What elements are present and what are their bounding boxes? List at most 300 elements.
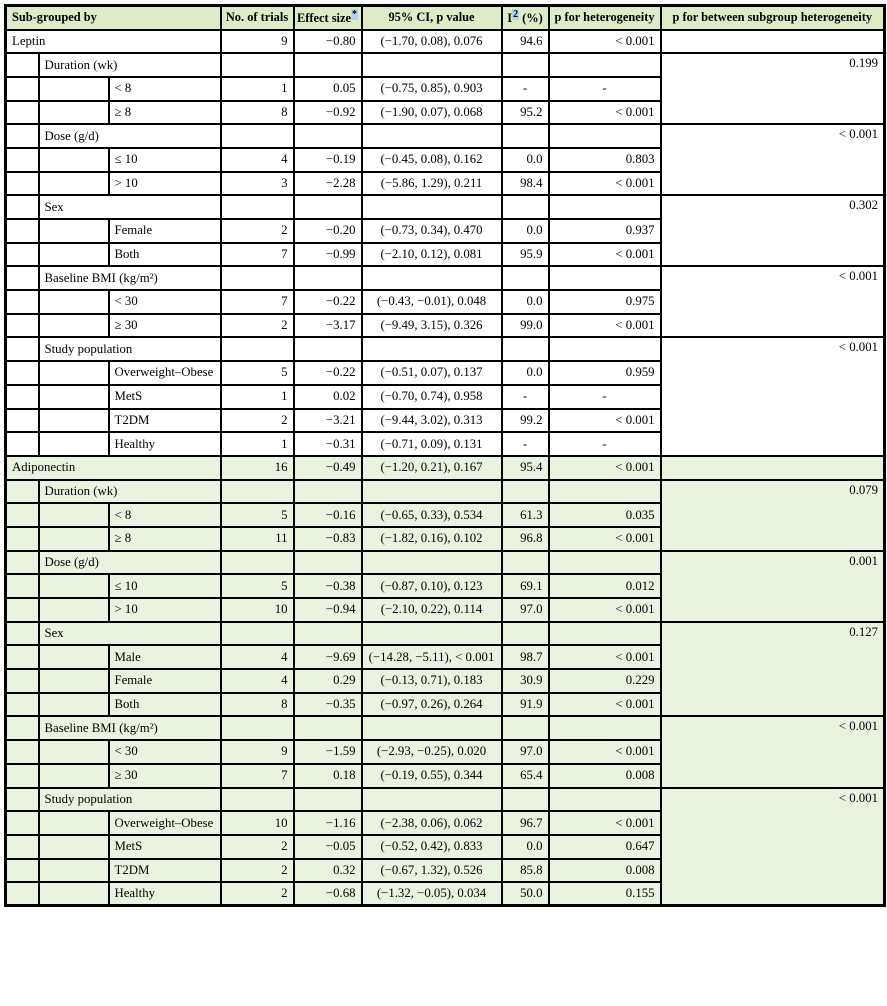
cell-no-of-trials: 1: [221, 432, 294, 456]
cell-p-between-subgroup: < 0.001: [661, 788, 885, 906]
indent-cell: [6, 361, 39, 385]
cell-effect-size: −0.22: [294, 290, 362, 314]
cell-p-between-subgroup: [661, 456, 885, 480]
cell-subgroup-label: < 30: [109, 290, 221, 314]
cell-effect-size: −0.20: [294, 219, 362, 243]
indent-cell: [39, 148, 109, 172]
cell-subgroup-label: Overweight–Obese: [109, 811, 221, 835]
indent-cell: [39, 764, 109, 788]
cell-i2: 97.0: [502, 598, 549, 622]
cell-no-of-trials: 2: [221, 882, 294, 906]
cell-effect-size: −0.83: [294, 527, 362, 551]
cell-effect-size: [294, 622, 362, 646]
subgroup-category-row: [6, 337, 885, 361]
cell-i2: [502, 124, 549, 148]
subgroup-category-row: [6, 195, 885, 219]
cell-p-heterogeneity: [549, 337, 661, 361]
indent-cell: [6, 124, 39, 148]
indent-cell: [6, 195, 39, 219]
cell-i2: 50.0: [502, 882, 549, 906]
cell-i2: [502, 195, 549, 219]
cell-ci-p-value: (−0.97, 0.26), 0.264: [362, 693, 502, 717]
cell-subgroup-label: Overweight–Obese: [109, 361, 221, 385]
cell-no-of-trials: 2: [221, 409, 294, 433]
indent-cell: [6, 480, 39, 504]
cell-ci-p-value: (−14.28, −5.11), < 0.001: [362, 645, 502, 669]
indent-cell: [39, 503, 109, 527]
cell-p-heterogeneity: [549, 195, 661, 219]
cell-effect-size: [294, 53, 362, 77]
cell-effect-size: [294, 480, 362, 504]
cell-no-of-trials: 7: [221, 764, 294, 788]
cell-effect-size: −0.19: [294, 148, 362, 172]
indent-cell: [6, 811, 39, 835]
cell-no-of-trials: 5: [221, 503, 294, 527]
indent-cell: [39, 574, 109, 598]
subgroup-category-row: [6, 480, 885, 504]
cell-i2: 91.9: [502, 693, 549, 717]
indent-cell: [6, 859, 39, 883]
indent-cell: [6, 314, 39, 338]
cell-no-of-trials: 1: [221, 385, 294, 409]
cell-ci-p-value: (−2.38, 0.06), 0.062: [362, 811, 502, 835]
indent-cell: [6, 645, 39, 669]
cell-no-of-trials: [221, 266, 294, 290]
cell-effect-size: −0.80: [294, 30, 362, 54]
cell-no-of-trials: 2: [221, 314, 294, 338]
indent-cell: [6, 243, 39, 267]
cell-p-heterogeneity: 0.008: [549, 859, 661, 883]
cell-no-of-trials: 5: [221, 361, 294, 385]
indent-cell: [39, 314, 109, 338]
cell-ci-p-value: (−2.10, 0.12), 0.081: [362, 243, 502, 267]
cell-subgroup-label: Female: [109, 219, 221, 243]
subgroup-category-row: [6, 788, 885, 812]
cell-p-heterogeneity: < 0.001: [549, 527, 661, 551]
cell-subgroup-label: < 30: [109, 740, 221, 764]
cell-no-of-trials: [221, 53, 294, 77]
indent-cell: [39, 290, 109, 314]
cell-no-of-trials: 16: [221, 456, 294, 480]
cell-subgroup-category: Dose (g/d): [39, 551, 221, 575]
cell-p-heterogeneity: 0.155: [549, 882, 661, 906]
cell-no-of-trials: [221, 716, 294, 740]
indent-cell: [6, 385, 39, 409]
cell-i2: 0.0: [502, 835, 549, 859]
cell-p-heterogeneity: -: [549, 432, 661, 456]
cell-subgroup-category: Study population: [39, 337, 221, 361]
cell-subgroup-label: ≥ 8: [109, 527, 221, 551]
cell-subgroup-category: Baseline BMI (kg/m²): [39, 716, 221, 740]
cell-no-of-trials: 1: [221, 77, 294, 101]
cell-effect-size: −3.21: [294, 409, 362, 433]
cell-i2: 0.0: [502, 290, 549, 314]
cell-ci-p-value: (−0.13, 0.71), 0.183: [362, 669, 502, 693]
cell-effect-size: [294, 716, 362, 740]
table-body: [6, 30, 885, 906]
indent-cell: [39, 740, 109, 764]
indent-cell: [6, 669, 39, 693]
indent-cell: [39, 882, 109, 906]
cell-subgroup-label: ≤ 10: [109, 574, 221, 598]
cell-ci-p-value: (−2.93, −0.25), 0.020: [362, 740, 502, 764]
indent-cell: [39, 645, 109, 669]
cell-no-of-trials: 2: [221, 835, 294, 859]
cell-p-heterogeneity: < 0.001: [549, 645, 661, 669]
cell-no-of-trials: 8: [221, 101, 294, 125]
i2-percent-label: (%): [522, 11, 543, 26]
col-header-p-between-subgroup: p for between subgroup heterogeneity: [661, 6, 885, 30]
cell-subgroup-label: Healthy: [109, 882, 221, 906]
cell-i2: [502, 53, 549, 77]
cell-ci-p-value: (−0.43, −0.01), 0.048: [362, 290, 502, 314]
cell-subgroup-label: > 10: [109, 598, 221, 622]
cell-no-of-trials: 11: [221, 527, 294, 551]
cell-no-of-trials: 10: [221, 598, 294, 622]
cell-p-heterogeneity: 0.008: [549, 764, 661, 788]
cell-ci-p-value: (−0.51, 0.07), 0.137: [362, 361, 502, 385]
i2-superscript-marker: 2: [513, 9, 519, 21]
indent-cell: [6, 148, 39, 172]
indent-cell: [6, 53, 39, 77]
cell-p-heterogeneity: 0.647: [549, 835, 661, 859]
cell-biomarker-name: Adiponectin: [6, 456, 221, 480]
cell-subgroup-label: ≥ 30: [109, 314, 221, 338]
cell-no-of-trials: [221, 480, 294, 504]
cell-biomarker-name: Leptin: [6, 30, 221, 54]
cell-effect-size: 0.18: [294, 764, 362, 788]
cell-i2: 85.8: [502, 859, 549, 883]
cell-p-between-subgroup: < 0.001: [661, 266, 885, 337]
cell-i2: 96.7: [502, 811, 549, 835]
cell-ci-p-value: (−0.75, 0.85), 0.903: [362, 77, 502, 101]
effect-size-label: Effect size: [297, 11, 352, 26]
cell-i2: 99.2: [502, 409, 549, 433]
cell-no-of-trials: [221, 551, 294, 575]
indent-cell: [6, 337, 39, 361]
indent-cell: [6, 77, 39, 101]
cell-ci-p-value: (−0.70, 0.74), 0.958: [362, 385, 502, 409]
indent-cell: [6, 101, 39, 125]
cell-no-of-trials: 2: [221, 219, 294, 243]
cell-effect-size: [294, 337, 362, 361]
subgroup-category-row: [6, 551, 885, 575]
indent-cell: [6, 219, 39, 243]
indent-cell: [39, 409, 109, 433]
cell-p-heterogeneity: -: [549, 385, 661, 409]
cell-no-of-trials: 4: [221, 148, 294, 172]
cell-ci-p-value: (−0.67, 1.32), 0.526: [362, 859, 502, 883]
cell-p-heterogeneity: 0.803: [549, 148, 661, 172]
cell-i2: 97.0: [502, 740, 549, 764]
cell-p-heterogeneity: [549, 622, 661, 646]
cell-subgroup-category: Dose (g/d): [39, 124, 221, 148]
cell-effect-size: −0.49: [294, 456, 362, 480]
cell-effect-size: −1.16: [294, 811, 362, 835]
cell-subgroup-label: ≤ 10: [109, 148, 221, 172]
cell-no-of-trials: 9: [221, 740, 294, 764]
cell-effect-size: [294, 124, 362, 148]
cell-no-of-trials: 8: [221, 693, 294, 717]
cell-i2: 0.0: [502, 361, 549, 385]
cell-i2: [502, 788, 549, 812]
cell-ci-p-value: (−5.86, 1.29), 0.211: [362, 172, 502, 196]
indent-cell: [6, 740, 39, 764]
cell-ci-p-value: [362, 551, 502, 575]
indent-cell: [6, 764, 39, 788]
cell-subgroup-label: Healthy: [109, 432, 221, 456]
cell-i2: 95.9: [502, 243, 549, 267]
cell-p-between-subgroup: 0.127: [661, 622, 885, 717]
cell-i2: 65.4: [502, 764, 549, 788]
cell-subgroup-label: ≥ 8: [109, 101, 221, 125]
i2-label: I: [507, 11, 513, 26]
section-row: [6, 30, 885, 54]
cell-subgroup-category: Study population: [39, 788, 221, 812]
indent-cell: [39, 432, 109, 456]
cell-i2: 99.0: [502, 314, 549, 338]
cell-ci-p-value: (−1.20, 0.21), 0.167: [362, 456, 502, 480]
cell-i2: 0.0: [502, 219, 549, 243]
cell-ci-p-value: (−0.65, 0.33), 0.534: [362, 503, 502, 527]
cell-subgroup-category: Sex: [39, 622, 221, 646]
cell-i2: 95.4: [502, 456, 549, 480]
cell-subgroup-label: < 8: [109, 503, 221, 527]
cell-effect-size: −0.68: [294, 882, 362, 906]
indent-cell: [6, 622, 39, 646]
cell-subgroup-category: Baseline BMI (kg/m²): [39, 266, 221, 290]
cell-p-heterogeneity: < 0.001: [549, 314, 661, 338]
cell-p-heterogeneity: < 0.001: [549, 172, 661, 196]
cell-subgroup-label: T2DM: [109, 409, 221, 433]
cell-i2: 95.2: [502, 101, 549, 125]
cell-effect-size: −0.92: [294, 101, 362, 125]
col-header-subgrouped-by: Sub-grouped by: [6, 6, 221, 30]
cell-subgroup-label: MetS: [109, 835, 221, 859]
cell-p-between-subgroup: 0.001: [661, 551, 885, 622]
cell-ci-p-value: (−1.82, 0.16), 0.102: [362, 527, 502, 551]
col-header-p-heterogeneity: p for heterogeneity: [549, 6, 661, 30]
cell-subgroup-label: > 10: [109, 172, 221, 196]
cell-ci-p-value: (−2.10, 0.22), 0.114: [362, 598, 502, 622]
effect-size-footnote-marker: *: [352, 9, 358, 21]
cell-p-between-subgroup: 0.079: [661, 480, 885, 551]
indent-cell: [6, 835, 39, 859]
cell-no-of-trials: 4: [221, 645, 294, 669]
cell-effect-size: 0.29: [294, 669, 362, 693]
cell-ci-p-value: (−0.73, 0.34), 0.470: [362, 219, 502, 243]
subgroup-category-row: [6, 53, 885, 77]
indent-cell: [39, 77, 109, 101]
indent-cell: [6, 574, 39, 598]
indent-cell: [39, 527, 109, 551]
cell-no-of-trials: 7: [221, 290, 294, 314]
subgroup-category-row: [6, 124, 885, 148]
cell-ci-p-value: (−9.44, 3.02), 0.313: [362, 409, 502, 433]
cell-effect-size: −2.28: [294, 172, 362, 196]
cell-i2: -: [502, 77, 549, 101]
cell-i2: 98.4: [502, 172, 549, 196]
cell-subgroup-label: Male: [109, 645, 221, 669]
indent-cell: [6, 527, 39, 551]
cell-p-heterogeneity: 0.959: [549, 361, 661, 385]
cell-i2: 94.6: [502, 30, 549, 54]
indent-cell: [39, 361, 109, 385]
cell-ci-p-value: [362, 53, 502, 77]
cell-effect-size: −0.31: [294, 432, 362, 456]
cell-i2: 98.7: [502, 645, 549, 669]
cell-no-of-trials: 3: [221, 172, 294, 196]
cell-p-heterogeneity: 0.035: [549, 503, 661, 527]
indent-cell: [6, 409, 39, 433]
cell-i2: [502, 622, 549, 646]
subgroup-category-row: [6, 716, 885, 740]
cell-no-of-trials: 5: [221, 574, 294, 598]
cell-subgroup-label: Both: [109, 243, 221, 267]
cell-i2: [502, 337, 549, 361]
cell-p-heterogeneity: < 0.001: [549, 598, 661, 622]
cell-subgroup-label: < 8: [109, 77, 221, 101]
cell-p-heterogeneity: [549, 480, 661, 504]
cell-p-heterogeneity: < 0.001: [549, 243, 661, 267]
cell-subgroup-category: Duration (wk): [39, 480, 221, 504]
cell-ci-p-value: [362, 716, 502, 740]
cell-p-heterogeneity: < 0.001: [549, 409, 661, 433]
cell-i2: 96.8: [502, 527, 549, 551]
cell-i2: [502, 716, 549, 740]
table-header: [6, 6, 885, 30]
indent-cell: [39, 243, 109, 267]
cell-p-between-subgroup: [661, 30, 885, 54]
cell-no-of-trials: [221, 622, 294, 646]
cell-effect-size: −9.69: [294, 645, 362, 669]
indent-cell: [39, 669, 109, 693]
cell-p-heterogeneity: 0.229: [549, 669, 661, 693]
cell-p-heterogeneity: < 0.001: [549, 811, 661, 835]
indent-cell: [39, 101, 109, 125]
cell-i2: [502, 266, 549, 290]
indent-cell: [6, 551, 39, 575]
cell-effect-size: −0.38: [294, 574, 362, 598]
header-row: [6, 6, 885, 30]
col-header-no-of-trials: No. of trials: [221, 6, 294, 30]
cell-ci-p-value: (−0.71, 0.09), 0.131: [362, 432, 502, 456]
cell-p-heterogeneity: < 0.001: [549, 693, 661, 717]
indent-cell: [6, 432, 39, 456]
cell-subgroup-label: T2DM: [109, 859, 221, 883]
cell-effect-size: [294, 266, 362, 290]
cell-subgroup-category: Duration (wk): [39, 53, 221, 77]
indent-cell: [6, 172, 39, 196]
cell-no-of-trials: 4: [221, 669, 294, 693]
indent-cell: [39, 385, 109, 409]
cell-ci-p-value: [362, 124, 502, 148]
cell-p-heterogeneity: < 0.001: [549, 101, 661, 125]
cell-ci-p-value: [362, 195, 502, 219]
cell-ci-p-value: [362, 622, 502, 646]
cell-i2: 30.9: [502, 669, 549, 693]
cell-i2: 61.3: [502, 503, 549, 527]
cell-p-heterogeneity: [549, 266, 661, 290]
cell-effect-size: 0.02: [294, 385, 362, 409]
cell-effect-size: [294, 788, 362, 812]
cell-subgroup-label: ≥ 30: [109, 764, 221, 788]
cell-effect-size: 0.05: [294, 77, 362, 101]
cell-p-heterogeneity: -: [549, 77, 661, 101]
indent-cell: [6, 503, 39, 527]
indent-cell: [6, 266, 39, 290]
cell-p-heterogeneity: < 0.001: [549, 740, 661, 764]
indent-cell: [6, 788, 39, 812]
subgroup-analysis-table: [4, 4, 886, 907]
cell-effect-size: −0.22: [294, 361, 362, 385]
cell-p-between-subgroup: 0.302: [661, 195, 885, 266]
cell-no-of-trials: [221, 788, 294, 812]
cell-p-heterogeneity: [549, 716, 661, 740]
cell-effect-size: −0.94: [294, 598, 362, 622]
cell-p-heterogeneity: [549, 53, 661, 77]
cell-ci-p-value: (−1.32, −0.05), 0.034: [362, 882, 502, 906]
cell-p-heterogeneity: 0.975: [549, 290, 661, 314]
cell-p-heterogeneity: < 0.001: [549, 456, 661, 480]
cell-effect-size: [294, 195, 362, 219]
col-header-ci-p-value: 95% CI, p value: [362, 6, 502, 30]
cell-effect-size: −3.17: [294, 314, 362, 338]
indent-cell: [6, 598, 39, 622]
cell-ci-p-value: (−1.70, 0.08), 0.076: [362, 30, 502, 54]
indent-cell: [39, 859, 109, 883]
section-row: [6, 456, 885, 480]
indent-cell: [39, 811, 109, 835]
indent-cell: [39, 598, 109, 622]
cell-ci-p-value: (−0.45, 0.08), 0.162: [362, 148, 502, 172]
cell-i2: -: [502, 432, 549, 456]
indent-cell: [39, 835, 109, 859]
cell-i2: [502, 480, 549, 504]
cell-subgroup-label: MetS: [109, 385, 221, 409]
col-header-effect-size: [294, 6, 362, 30]
indent-cell: [6, 882, 39, 906]
cell-effect-size: −0.99: [294, 243, 362, 267]
cell-ci-p-value: (−0.87, 0.10), 0.123: [362, 574, 502, 598]
cell-p-between-subgroup: 0.199: [661, 53, 885, 124]
cell-p-heterogeneity: 0.012: [549, 574, 661, 598]
subgroup-category-row: [6, 622, 885, 646]
cell-no-of-trials: [221, 124, 294, 148]
cell-no-of-trials: [221, 195, 294, 219]
indent-cell: [39, 219, 109, 243]
cell-p-between-subgroup: < 0.001: [661, 716, 885, 787]
cell-p-heterogeneity: [549, 551, 661, 575]
cell-effect-size: −1.59: [294, 740, 362, 764]
indent-cell: [6, 716, 39, 740]
cell-ci-p-value: (−0.52, 0.42), 0.833: [362, 835, 502, 859]
cell-no-of-trials: 10: [221, 811, 294, 835]
cell-effect-size: 0.32: [294, 859, 362, 883]
cell-effect-size: −0.35: [294, 693, 362, 717]
cell-i2: [502, 551, 549, 575]
col-header-i2: [502, 6, 549, 30]
indent-cell: [6, 290, 39, 314]
cell-i2: -: [502, 385, 549, 409]
cell-ci-p-value: (−9.49, 3.15), 0.326: [362, 314, 502, 338]
indent-cell: [6, 693, 39, 717]
cell-no-of-trials: 2: [221, 859, 294, 883]
cell-ci-p-value: (−1.90, 0.07), 0.068: [362, 101, 502, 125]
cell-p-between-subgroup: < 0.001: [661, 337, 885, 455]
cell-ci-p-value: [362, 266, 502, 290]
cell-no-of-trials: 9: [221, 30, 294, 54]
